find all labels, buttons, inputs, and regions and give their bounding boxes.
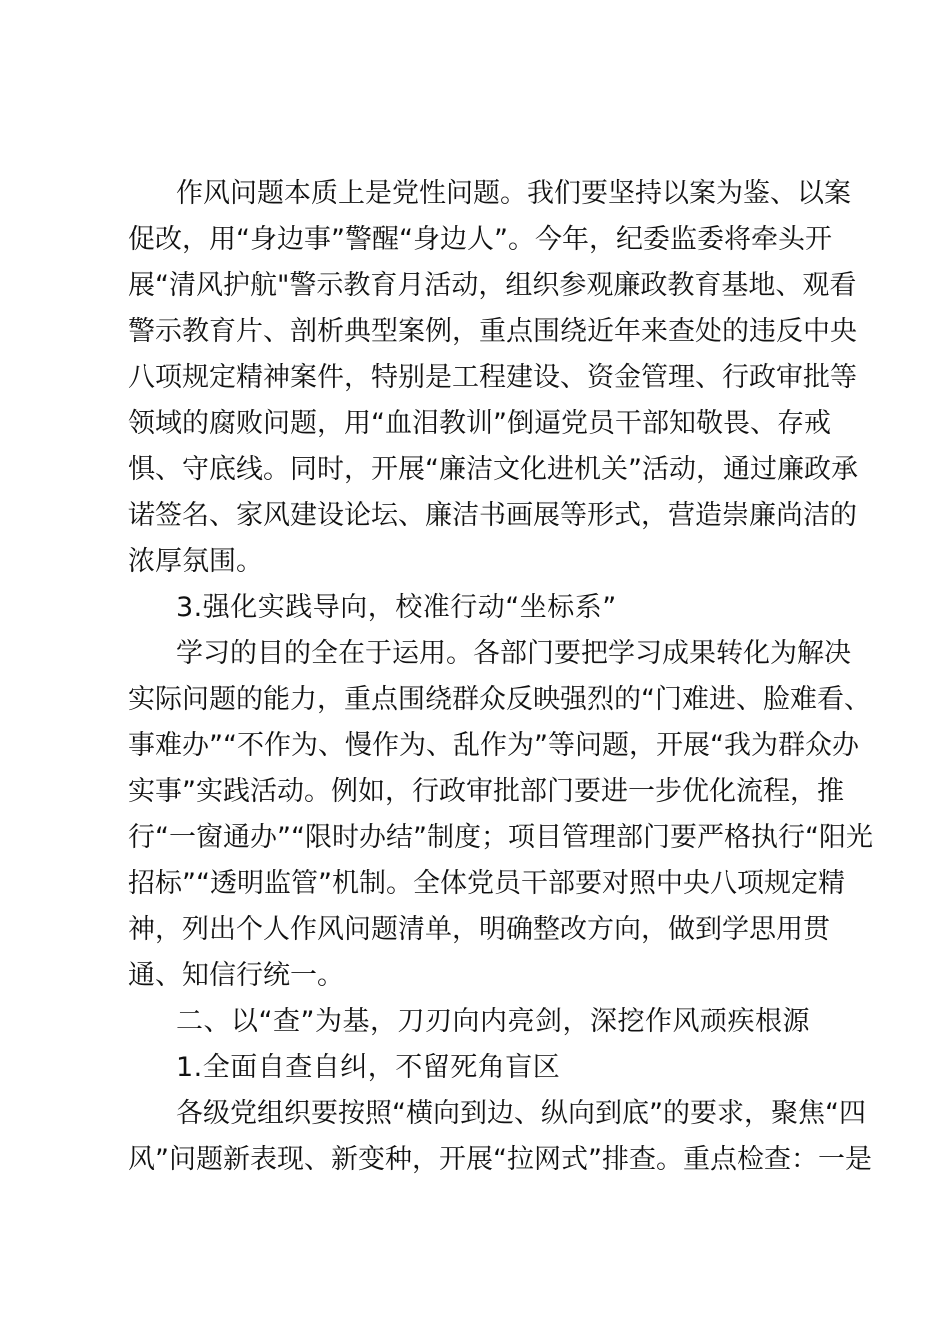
paragraph-line: 浓厚氛围。 — [128, 546, 263, 577]
paragraph-line: 招标”“透明监管”机制。全体党员干部要对照中央八项规定精 — [128, 868, 845, 899]
paragraph-line: 展“清风护航"警示教育月活动，组织参观廉政教育基地、观看 — [128, 270, 857, 301]
paragraph-line: 风”问题新表现、新变种，开展“拉网式”排查。重点检查：一是 — [128, 1144, 872, 1175]
section-heading: 1.全面自查自纠，不留死角盲区 — [176, 1052, 561, 1083]
paragraph-line: 八项规定精神案件，特别是工程建设、资金管理、行政审批等 — [128, 362, 857, 393]
paragraph-line: 诺签名、家风建设论坛、廉洁书画展等形式，营造崇廉尚洁的 — [128, 500, 857, 531]
paragraph-line: 行“一窗通办”“限时办结”制度；项目管理部门要严格执行“阳光 — [128, 822, 873, 853]
paragraph-line: 通、知信行统一。 — [128, 960, 344, 991]
paragraph-line: 警示教育片、剖析典型案例，重点围绕近年来查处的违反中央 — [128, 316, 857, 347]
paragraph-line: 领域的腐败问题，用“血泪教训”倒逼党员干部知敬畏、存戒 — [128, 408, 831, 439]
section-heading: 3.强化实践导向，校准行动“坐标系” — [176, 592, 617, 623]
paragraph-line: 神，列出个人作风问题清单，明确整改方向，做到学思用贯 — [128, 914, 830, 945]
paragraph-line: 实事”实践活动。例如，行政审批部门要进一步优化流程，推 — [128, 776, 844, 807]
paragraph-line: 学习的目的全在于运用。各部门要把学习成果转化为解决 — [176, 638, 851, 669]
paragraph-line: 作风问题本质上是党性问题。我们要坚持以案为鉴、以案 — [176, 178, 851, 209]
paragraph-line: 事难办”“不作为、慢作为、乱作为”等问题，开展“我为群众办 — [128, 730, 859, 761]
paragraph-line: 惧、守底线。同时，开展“廉洁文化进机关”活动，通过廉政承 — [128, 454, 858, 485]
chapter-heading: 二、以“查”为基，刀刃向内亮剑，深挖作风顽疾根源 — [176, 1006, 810, 1037]
paragraph-line: 各级党组织要按照“横向到边、纵向到底”的要求，聚焦“四 — [176, 1098, 866, 1129]
paragraph-line: 实际问题的能力，重点围绕群众反映强烈的“门难进、脸难看、 — [128, 684, 871, 715]
paragraph-line: 促改，用“身边事”警醒“身边人”。今年，纪委监委将牵头开 — [128, 224, 832, 255]
